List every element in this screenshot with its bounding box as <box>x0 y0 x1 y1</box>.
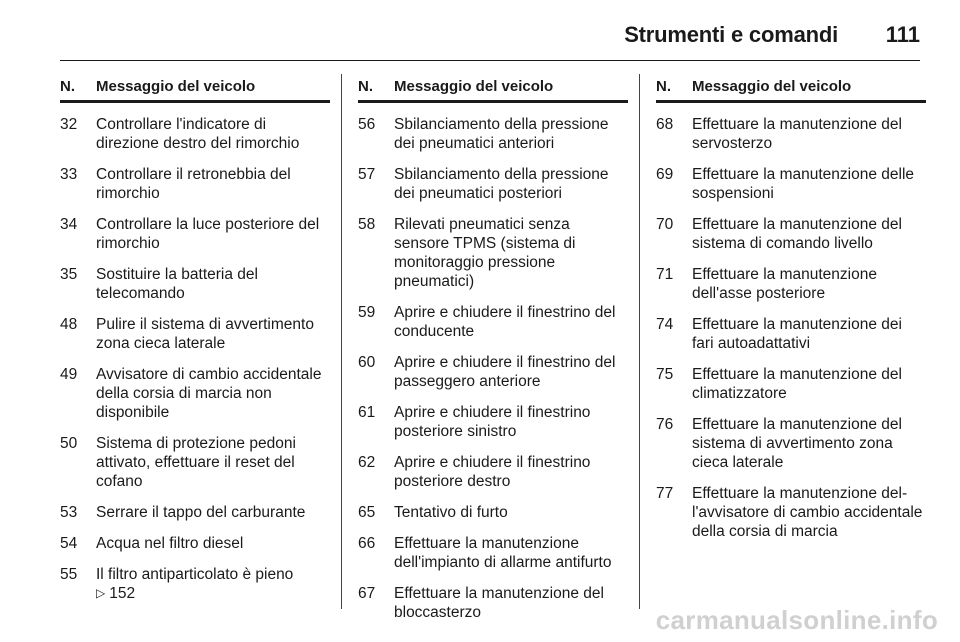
message-text: Aprire e chiudere il finestrino del conducente <box>394 304 616 340</box>
table-row <box>358 165 628 203</box>
message-text: Serrare il tappo del carburante <box>96 504 306 521</box>
table-row <box>358 215 628 291</box>
message-number: 68 <box>656 116 674 133</box>
message-number: 50 <box>60 435 78 452</box>
table-row <box>656 415 926 472</box>
message-text: Pulire il sistema di avvertimento zona cieca laterale <box>96 316 314 352</box>
message-number: 70 <box>656 216 674 233</box>
message-text: Sostituire la batteria del telecomando <box>96 266 258 302</box>
table-row <box>358 453 628 491</box>
table-row <box>656 165 926 203</box>
header-number: N. <box>656 78 671 95</box>
table-row <box>358 353 628 391</box>
message-number: 66 <box>358 535 376 552</box>
message-number: 75 <box>656 366 674 383</box>
table-row <box>60 215 330 253</box>
message-text: Effettuare la manutenzione del sistema di avvertimento zona cieca laterale <box>692 416 902 471</box>
message-number: 48 <box>60 316 78 333</box>
message-text: Effettuare la manutenzione del bloccasterzo <box>394 585 604 621</box>
table-row <box>60 365 330 422</box>
watermark: carmanualsonline.info <box>655 605 938 635</box>
message-text: Effettuare la manutenzione del climatizzatore <box>692 366 902 402</box>
message-number: 56 <box>358 116 376 133</box>
table-row <box>60 534 330 553</box>
message-number: 59 <box>358 304 376 321</box>
table-header <box>656 78 926 103</box>
message-number: 57 <box>358 166 376 183</box>
table-row <box>656 265 926 303</box>
message-cell <box>96 565 330 604</box>
page-number: 111 <box>885 22 920 47</box>
message-number: 32 <box>60 116 78 133</box>
table-row <box>358 503 628 522</box>
table-row <box>656 215 926 253</box>
page-header <box>60 18 920 61</box>
message-number: 58 <box>358 216 376 233</box>
table-row <box>60 565 330 604</box>
message-text: Sbilanciamento della pressione dei pneumatici posteriori <box>394 166 609 202</box>
message-number: 35 <box>60 266 78 283</box>
message-text: Aprire e chiudere il finestrino posteriore destro <box>394 454 591 490</box>
header-message: Messaggio del veicolo <box>394 78 554 95</box>
message-number: 77 <box>656 485 674 502</box>
message-number: 54 <box>60 535 78 552</box>
message-text: Acqua nel filtro diesel <box>96 535 244 552</box>
message-text: Aprire e chiudere il finestrino del passeggero anteriore <box>394 354 616 390</box>
table-row <box>358 584 628 622</box>
message-number: 76 <box>656 416 674 433</box>
message-text: Avvisatore di cambio accidentale della corsia di marcia non disponibile <box>96 366 322 421</box>
column-divider <box>341 74 342 609</box>
message-number: 65 <box>358 504 376 521</box>
column-divider <box>639 74 640 609</box>
message-number: 74 <box>656 316 674 333</box>
message-text: Effettuare la manutenzione dei fari autoadattativi <box>692 316 902 352</box>
message-number: 67 <box>358 585 376 602</box>
table-row <box>656 115 926 153</box>
message-table-column-1 <box>60 78 330 604</box>
table-row <box>358 115 628 153</box>
page-reference-number: 152 <box>109 585 136 602</box>
message-text: Effettuare la manutenzione dell'asse posteriore <box>692 266 877 302</box>
table-row <box>358 534 628 572</box>
table-row <box>60 115 330 153</box>
message-text: Controllare il retronebbia del rimorchio <box>96 166 291 202</box>
table-row <box>60 503 330 522</box>
table-header <box>60 78 330 103</box>
message-text: Effettuare la manutenzione delle sospensioni <box>692 166 915 202</box>
message-number: 69 <box>656 166 674 183</box>
header-number: N. <box>60 78 75 95</box>
message-text: Sistema di protezione pedoni attivato, effettuare il reset del cofano <box>96 435 296 490</box>
table-row <box>60 434 330 491</box>
message-text: Effettuare la manutenzione del servosterzo <box>692 116 902 152</box>
header-message: Messaggio del veicolo <box>96 78 256 95</box>
message-text: Effettuare la manutenzione del-l'avvisatore di cambio accidentale della corsia di marcia <box>692 485 923 540</box>
page-reference[interactable] <box>96 584 135 604</box>
message-text: Tentativo di furto <box>394 504 508 521</box>
table-row <box>60 165 330 203</box>
message-number: 53 <box>60 504 78 521</box>
message-text: Controllare l'indicatore di direzione destro del rimorchio <box>96 116 300 152</box>
message-text: Effettuare la manutenzione del sistema di comando livello <box>692 216 902 252</box>
message-text: Rilevati pneumatici senza sensore TPMS (sistema di monitoraggio pressione pneumatici) <box>394 216 576 290</box>
header-number: N. <box>358 78 373 95</box>
message-text: Il filtro antiparticolato è pieno <box>96 566 294 583</box>
message-number: 33 <box>60 166 78 183</box>
table-row <box>656 365 926 403</box>
table-row <box>358 403 628 441</box>
message-number: 34 <box>60 216 78 233</box>
page-title: Strumenti e comandi <box>624 22 838 47</box>
message-text: Controllare la luce posteriore del rimorchio <box>96 216 320 252</box>
table-header <box>358 78 628 103</box>
message-text: Aprire e chiudere il finestrino posteriore sinistro <box>394 404 591 440</box>
message-number: 49 <box>60 366 78 383</box>
message-text: Effettuare la manutenzione dell'impianto di allarme antifurto <box>394 535 612 571</box>
message-number: 55 <box>60 566 78 583</box>
table-row <box>60 315 330 353</box>
table-row <box>656 484 926 541</box>
message-text: Sbilanciamento della pressione dei pneumatici anteriori <box>394 116 609 152</box>
table-row <box>358 303 628 341</box>
table-row <box>656 315 926 353</box>
arrow-right-icon: ▷ <box>96 586 106 600</box>
message-number: 71 <box>656 266 674 283</box>
table-row <box>60 265 330 303</box>
message-table-column-2 <box>358 78 628 622</box>
message-table-column-3 <box>656 78 926 541</box>
message-number: 61 <box>358 404 376 421</box>
message-number: 62 <box>358 454 376 471</box>
message-number: 60 <box>358 354 376 371</box>
header-message: Messaggio del veicolo <box>692 78 852 95</box>
